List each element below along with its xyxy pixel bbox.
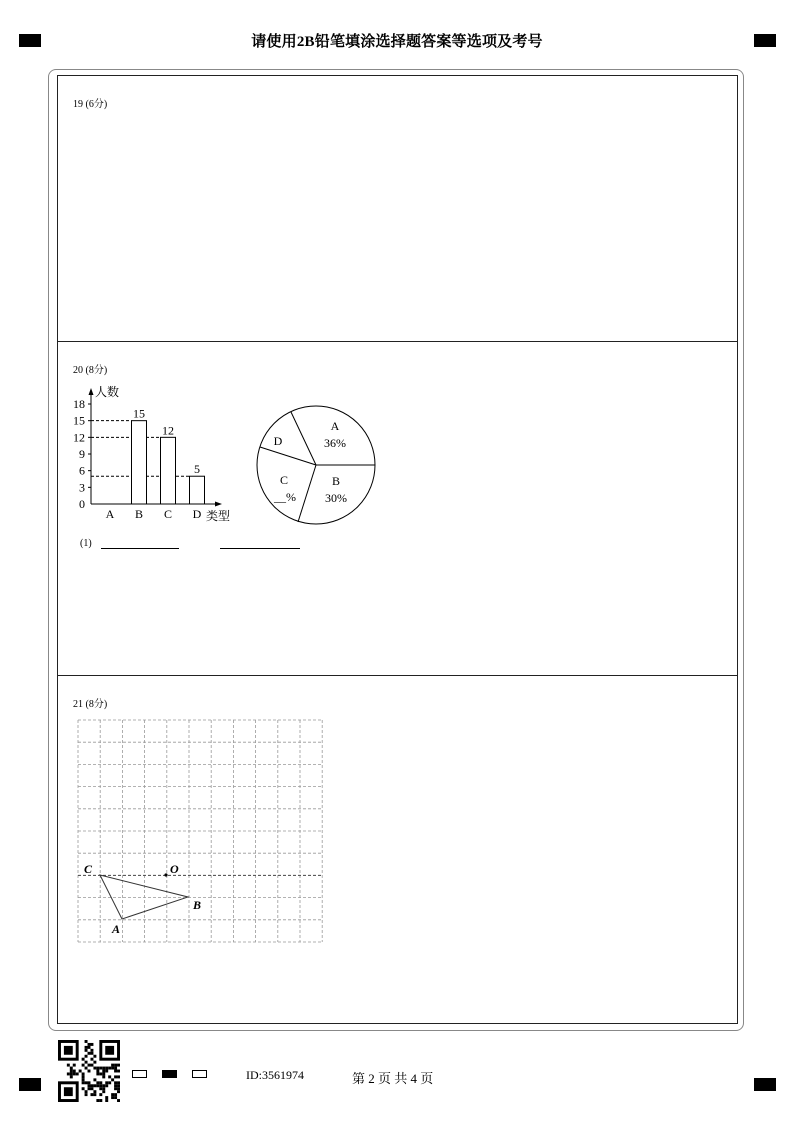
pie-divider-d-a [291,412,316,465]
question-19-label: 19 (6分) [73,99,108,110]
bar-d [190,476,205,504]
bar-value-label-b: 15 [133,406,145,421]
corner-marker-bottom-left [19,1078,41,1091]
document-id: ID:3561974 [246,1068,304,1082]
bar-chart-x-arrow [215,502,222,507]
pie-value-c: __% [274,490,296,504]
page-number: 第 2 页 共 4 页 [352,1071,434,1086]
pie-value-b: 30% [325,491,347,505]
point-b-label: B [193,898,202,912]
bar-chart-category-label: C [163,507,173,521]
answer-area [57,75,738,1024]
bar-b [132,421,147,504]
bar-chart-y-tick-label: 3 [79,480,85,495]
point-a-label: A [112,922,121,936]
bar-chart-category-label: D [192,507,202,521]
bar-chart-category-label: B [134,507,144,521]
point-c-label: C [84,862,93,876]
pie-label-a: A [330,419,340,433]
grid-figure [73,720,333,960]
bar-c [161,437,176,504]
pie-divider-c-d [260,447,316,465]
bar-chart-y-tick-label: 12 [73,430,85,445]
pie-chart [248,397,388,537]
question-20-box[interactable] [58,342,737,676]
pie-value-a: 36% [324,436,346,450]
page-title: 请使用2B铅笔填涂选择题答案等选项及考号 [251,34,543,50]
bar-chart-y-tick-label: 0 [79,497,85,511]
bar-value-label-c: 12 [162,423,174,438]
bar-chart-y-tick-label: 18 [73,397,85,411]
part-1-blank-1[interactable] [101,548,179,549]
pie-label-c: C [279,473,289,487]
part-1-blank-2[interactable] [220,548,300,549]
bar-chart-x-axis-label: 类型 [206,509,231,523]
point-o-dot [164,873,167,876]
pie-divider-b-c [298,465,316,522]
question-20-label: 20 (8分) [73,365,108,376]
question-21-label: 21 (8分) [73,699,108,710]
corner-marker-bottom-right [754,1078,776,1091]
bar-chart [58,384,238,534]
bar-chart-y-arrow [89,388,94,395]
pie-label-b: B [331,474,341,488]
bar-chart-category-label: A [105,507,115,521]
bar-chart-y-tick-label: 15 [73,413,85,428]
question-21-box[interactable] [58,676,737,1023]
page-indicator-box-3 [192,1070,207,1078]
bar-chart-y-tick-label: 6 [79,463,85,478]
question-19-box[interactable] [58,76,737,342]
bar-value-label-d: 5 [194,462,200,477]
point-o-label: O [170,862,179,876]
page-indicator-box-2 [162,1070,177,1078]
bar-chart-y-tick-label: 9 [79,447,85,461]
triangle-abc [100,875,188,919]
part-1-label: (1) [80,538,92,549]
pie-label-d: D [273,434,283,448]
qr-code [58,1040,120,1102]
bar-chart-y-axis-label: 人数 [95,385,120,399]
page-indicator-box-1 [132,1070,147,1078]
